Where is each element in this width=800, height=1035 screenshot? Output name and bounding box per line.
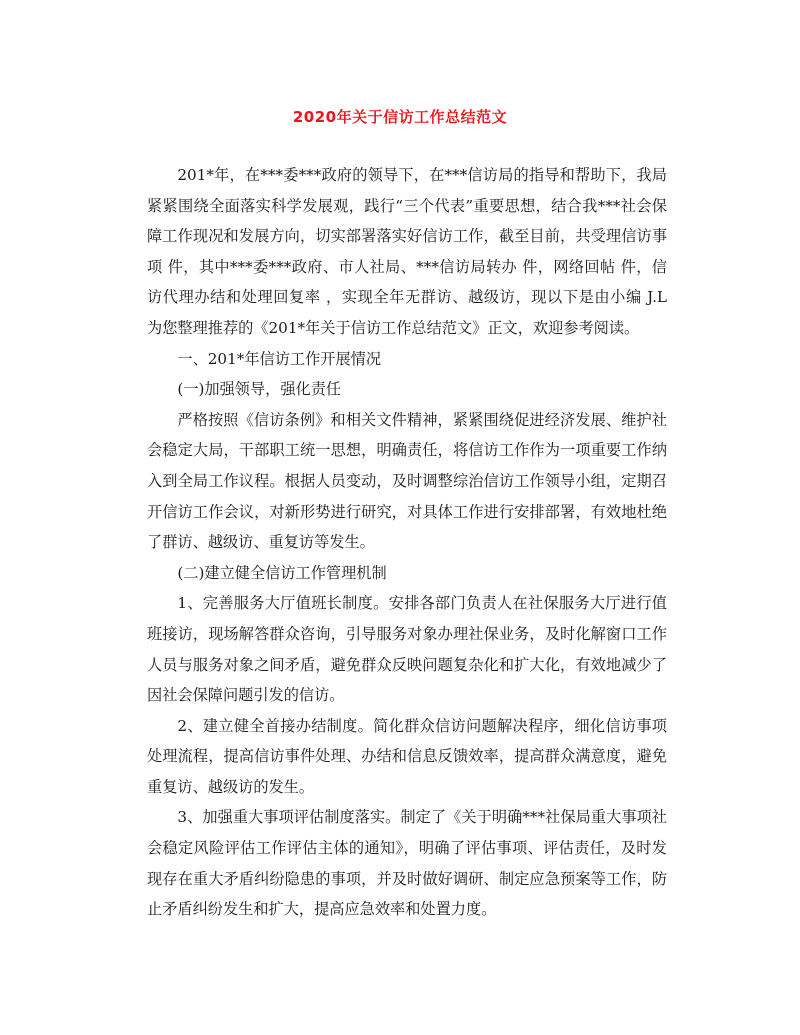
subsection-heading-1: (一)加强领导，强化责任 <box>177 380 342 399</box>
paragraph-leadership: 严格按照《信访条例》和相关文件精神，紧紧围绕促进经济发展、维护社会稳定大局，干部职工统一思想，明确责任，将信访工作作为一项重要工作纳入到全局工作议程。根据人员变动，及时调整综治信访工作领导小组，定期召开信访工作会议，对新形势进行研究，对具体工作进行安排部署，有效地杜绝了群访、越级访、重复访等发生。 <box>147 410 667 552</box>
paragraph-item-1: 1、完善服务大厅值班长制度。安排各部门负责人在社保服务大厅进行值班接访，现场解答群众咨询，引导服务对象办理社保业务，及时化解窗口工作人员与服务对象之间矛盾，避免群众反映问题复杂化和扩大化，有效地减少了因社会保障问题引发的信访。 <box>147 594 667 705</box>
paragraph-intro: 201*年，在***委***政府的领导下，在***信访局的指导和帮助下，我局紧紧围绕全面落实科学发展观，践行“三个代表”重要思想，结合我***社会保障工作现况和发展方向，切实部署落实好信访工作，截至目前，共受理信访事项 件，其中***委***政府、市人社局、***信访局转办 件，网络回帖 件，信访代理办结和处理回复率 ，实现全年无群访、越级访，现以下是由小编 J.L 为您整理推荐的《201*年关于信访工作总结范文》正文，欢迎参考阅读。 <box>147 166 672 337</box>
paragraph-item-3: 3、加强重大事项评估制度落实。制定了《关于明确***社保局重大事项社会稳定风险评估工作评估主体的通知》，明确了评估事项、评估责任，及时发现存在重大矛盾纠纷隐患的事项，并及时做好调研、制定应急预案等工作，防止矛盾纠纷发生和扩大，提高应急效率和处置力度。 <box>147 808 667 919</box>
paragraph-item-2: 2、建立健全首接办结制度。简化群众信访问题解决程序，细化信访事项处理流程，提高信访事件处理、办结和信息反馈效率，提高群众满意度，避免重复访、越级访的发生。 <box>147 716 667 796</box>
subsection-heading-2: (二)建立健全信访工作管理机制 <box>177 563 387 582</box>
section-heading-1: 一、201*年信访工作开展情况 <box>177 349 382 368</box>
document-title: 2020年关于信访工作总结范文 <box>292 108 508 126</box>
document-body <box>147 160 672 925</box>
